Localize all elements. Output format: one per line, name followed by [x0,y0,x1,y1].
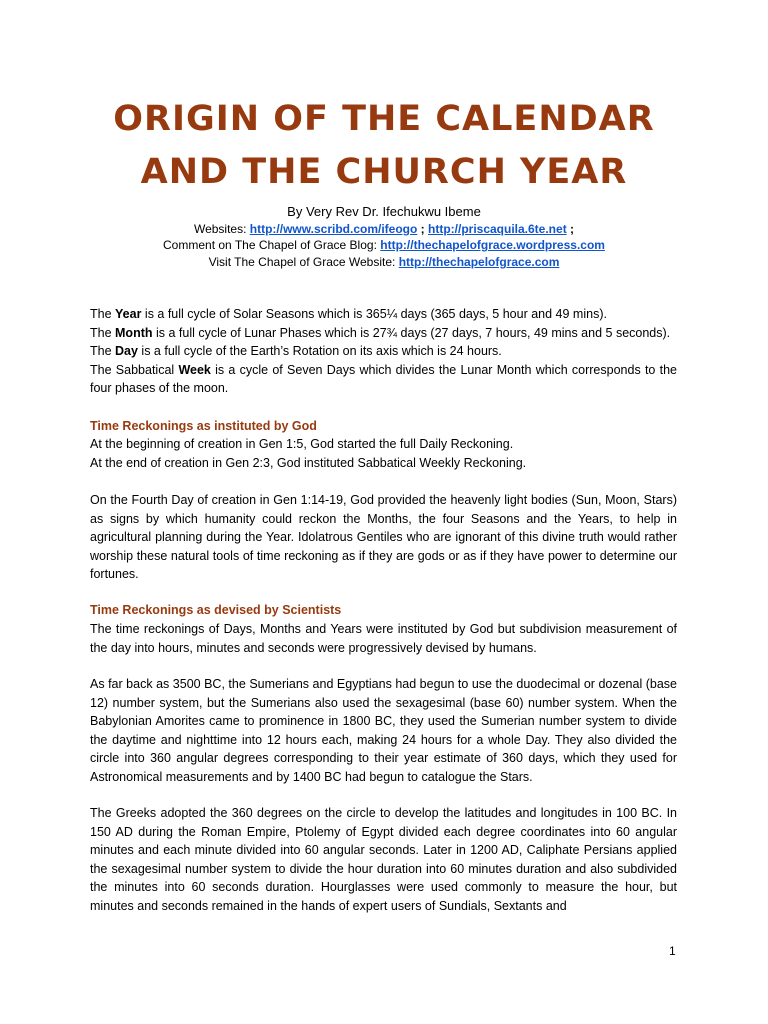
definition-month [90,324,677,343]
definition-text: is a cycle of Seven Days which divides the Lunar Month which corresponds to the four phases of the moon. [90,362,678,396]
definition-pre: The [90,307,116,321]
blog-label: Comment on The Chapel of Grace Blog: [163,238,381,252]
definition-pre: The [90,325,116,340]
creation-line-2: At the end of creation in Gen 2:3, God instituted Sabbatical Weekly Reckoning. [90,455,527,470]
separator: ; [417,222,428,236]
definition-term: Day [115,344,138,359]
definition-text: is a full cycle of Solar Seasons which is 365¼ days (365 days, 5 hour and 49 mins). [141,307,607,321]
creation-line-1: At the beginning of creation in Gen 1:5, God started the full Daily Reckoning. [90,437,514,451]
blog-line [0,236,768,254]
definition-text: is a full cycle of Lunar Phases which is 27¾ days (27 days, 7 hours, 49 mins and 5 seconds). [152,325,671,340]
trailing-separator: ; [566,222,575,236]
definition-pre: The [90,344,116,359]
title-line-1: ORIGIN OF THE CALENDAR [113,99,655,139]
definition-term: Year [115,307,142,321]
definition-text: is a full cycle of the Earth’s Rotation on its axis which is 24 hours. [137,344,502,359]
definition-term: Month [115,325,153,340]
websites-label: Websites: [193,222,250,236]
visit-line [0,253,768,271]
definition-day [90,342,677,361]
definitions-block [90,305,677,398]
website-link-chapel[interactable]: http://thechapelofgrace.com [398,255,560,269]
definition-week [90,361,677,398]
fourth-day-paragraph: On the Fourth Day of creation in Gen 1:14-19, God provided the heavenly light bodies (Sun, Moon, Stars) as signs by which humanity could reckon the Months, the four Seasons and the Years, to help in agricultural planning during the Year. Idolatrous Gentiles who are ignorant of this divine truth would rather worship these natural tools of time reckoning as if they are gods or as if they have power to determine our fortunes. [90,493,677,582]
author-name: By Very Rev Dr. Ifechukwu Ibeme [287,204,481,219]
website-link-scribd[interactable]: http://www.scribd.com/ifeogo [249,222,418,236]
page-number: 1 [669,944,676,958]
website-link-priscaquila[interactable]: http://priscaquila.6te.net [428,222,567,236]
section-god-lines [90,435,677,472]
title-line-2: AND THE CHURCH YEAR [140,152,628,192]
visit-label: Visit The Chapel of Grace Website: [208,255,399,269]
blog-link[interactable]: http://thechapelofgrace.wordpress.com [380,238,605,252]
definition-term: Week [178,362,211,377]
definition-pre: The Sabbatical [90,362,179,377]
subdivision-paragraph: The time reckonings of Days, Months and Years were instituted by God but subdivision measurement of the day into hours, minutes and seconds were progressively devised by humans. [90,622,677,655]
author-line [0,203,768,221]
greeks-paragraph: The Greeks adopted the 360 degrees on the circle to develop the latitudes and longitudes in 100 BC. In 150 AD during the Roman Empire, Ptolemy of Egypt divided each degree coordinates into 60 angular minutes and each minute divided into 60 angular seconds. Later in 1200 AD, Caliphate Persians applied the sexagesimal number system to divide the hour duration into 60 minutes duration and also subdivided the minutes into 60 seconds duration. Hourglasses were used commonly to measure the hour, but minutes and seconds remained in the hands of expert users of Sundials, Sextants and [90,806,677,913]
section-heading-scientists: Time Reckonings as devised by Scientists [90,603,342,617]
sumerians-paragraph: As far back as 3500 BC, the Sumerians and Egyptians had begun to use the duodecimal or dozenal (base 12) number system, but the Sumerians also used the sexagesimal (base 60) number system. When the Babylonian Amorites came to prominence in 1800 BC, they used the Sumerian number system to divide the daytime and nighttime into 12 hours each, making 24 hours for a whole Day. They also divided the circle into 360 angular degrees corresponding to their year estimate of 360 days, which they used for Astronomical measurements and by 1400 BC had begun to catalogue the Stars. [90,677,677,784]
section-heading-god: Time Reckonings as instituted by God [90,419,317,433]
definition-year [90,305,677,324]
